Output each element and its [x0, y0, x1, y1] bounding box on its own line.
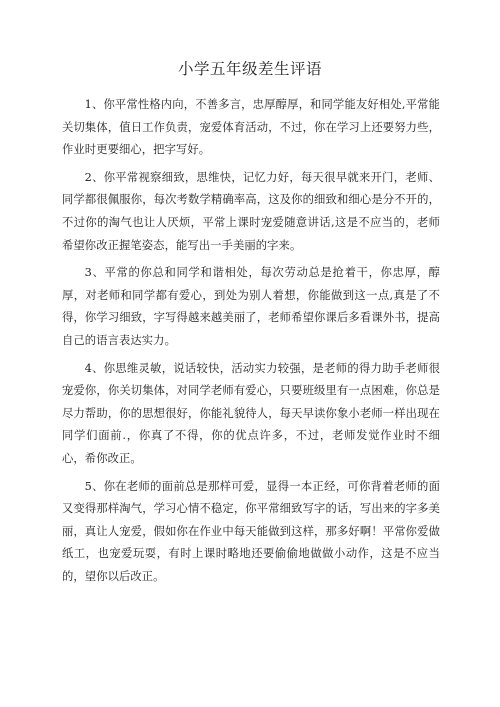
comment-paragraph-3: 3、平常的你总和同学和谐相处，每次劳动总是抢着干，你忠厚，醇厚，对老师和同学都有爱心，到处为别人着想，你能做到这一点,真是了不得，你学习细致，字写得越来越美丽了，老师希望你课后多看课外书，提高自己的语言表达实力。	[62, 266, 440, 347]
document-body	[62, 94, 440, 593]
document-title: 小学五年级差生评语	[177, 60, 322, 78]
comment-paragraph-1: 1、你平常性格内向，不善多言，忠厚醇厚，和同学能友好相处,平常能关切集体，值日工作负责，宠爱体育活动，不过，你在学习上还要努力些，作业时更要细心，把字写好。	[62, 98, 440, 157]
comment-paragraph-2: 2、你平常视察细致，思维快，记忆力好，每天很早就来开门，老师、同学都很佩服你，每次考数学精确率高，这及你的细致和细心是分不开的，不过你的淘气也让人厌烦，平常上课时宠爱随意讲话,这是不应当的，老师希望你改正握笔姿态，能写出一手美丽的字来。	[62, 170, 440, 252]
comment-paragraph-5: 5、你在老师的面前总是那样可爱，显得一本正经，可你背着老师的面又变得那样淘气，学习心情不稳定，你平常细致写字的话，写出来的字多美丽，真让人宠爱，假如你在作业中每天能做到这样，那多好啊！平常你爱做纸工，也宠爱玩耍，有时上课时略地还要偷偷地做做小动作，这是不应当的，望你以后改正。	[62, 479, 440, 583]
comment-paragraph-4: 4、你思维灵敏，说话较快，活动实力较强，是老师的得力助手老师很宠爱你，你关切集体，对同学老师有爱心，只要班级里有一点困难，你总是尽力帮助，你的思想很好，你能礼貌待人，每天早读你象小老师一样出现在同学们面前.，你真了不得，你的优点许多，不过，老师发觉作业时不细心，希你改正。	[62, 361, 440, 465]
